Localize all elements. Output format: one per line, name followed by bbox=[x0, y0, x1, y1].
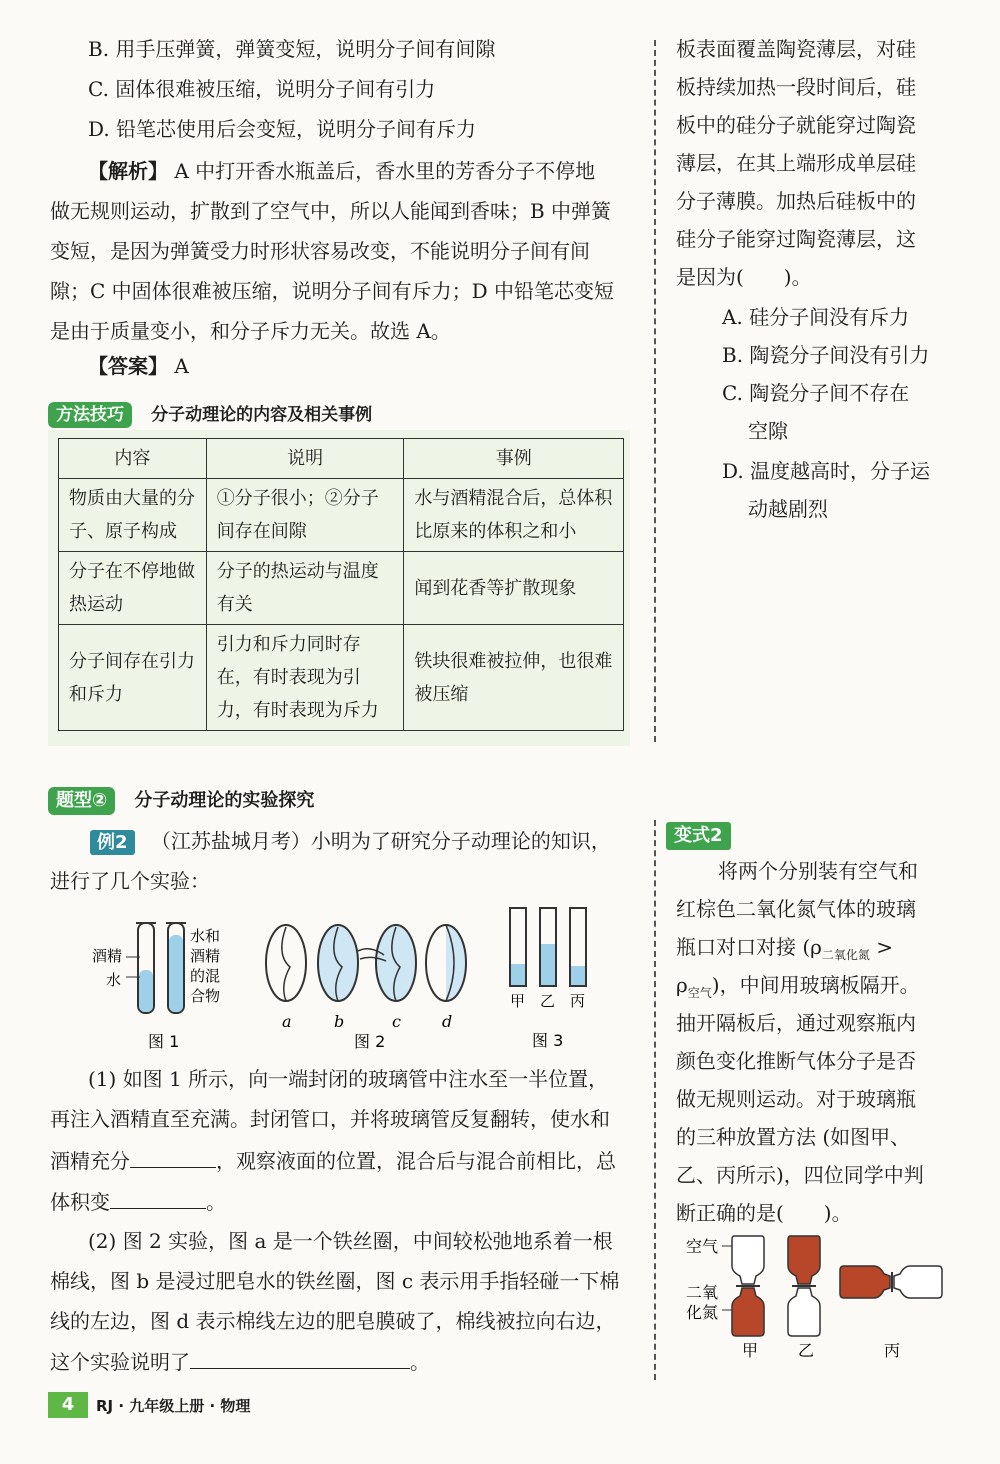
variant-text: 的三种放置方法 (如图甲、 bbox=[676, 1125, 911, 1149]
bottles-yi bbox=[788, 1236, 820, 1336]
wire-loop-a bbox=[266, 925, 306, 1001]
fig2-label: d bbox=[442, 1012, 453, 1031]
answer-line bbox=[88, 347, 189, 385]
fig1-caption: 图 1 bbox=[148, 1032, 180, 1051]
footer bbox=[48, 1392, 250, 1418]
wire-loop-b bbox=[318, 925, 358, 1001]
table-header-row bbox=[59, 439, 624, 479]
variant-text: 做无规则运动。对于玻璃瓶 bbox=[676, 1087, 916, 1111]
tube-1 bbox=[136, 923, 156, 1013]
example-source: （江苏盐城月考） bbox=[150, 829, 311, 853]
right-text: 板持续加热一段时间后，硅 bbox=[676, 75, 916, 99]
method-title: 分子动理论的内容及相关事例 bbox=[151, 405, 373, 425]
fig1-label-alcohol: 酒精 bbox=[92, 947, 123, 965]
answer-label: 【答案】 bbox=[88, 354, 168, 378]
bottle-caption: 甲 bbox=[742, 1341, 759, 1360]
q2-line-1: (2) 图 2 实验，图 a 是一个铁丝圈，中间较松弛地系着一根 bbox=[88, 1229, 613, 1253]
q1-text: ，观察液面的位置，混合后与混合前相比，总 bbox=[216, 1149, 616, 1173]
fig3-label: 甲 bbox=[510, 992, 526, 1010]
type2-header bbox=[48, 786, 314, 815]
table-cell: ①分子很小；②分子间存在间隙 bbox=[206, 479, 404, 552]
bottles-bing bbox=[840, 1266, 942, 1298]
right-text: 硅分子能穿过陶瓷薄层，这 bbox=[676, 227, 916, 251]
cylinder-yi bbox=[540, 908, 556, 986]
variant-text: 将两个分别装有空气和 bbox=[718, 859, 918, 883]
figure-3 bbox=[498, 900, 608, 1060]
variant-text: > bbox=[869, 935, 894, 959]
right-option-c-cont: 空隙 bbox=[748, 419, 788, 443]
fig2-caption: 图 2 bbox=[354, 1032, 386, 1051]
fig1-label-mix: 合物 bbox=[190, 987, 221, 1005]
variant-text: 瓶口对口对接 (ρ bbox=[676, 935, 822, 959]
figure-2 bbox=[258, 915, 468, 1060]
q1-text: 。 bbox=[206, 1190, 226, 1214]
variant-text: )，中间用玻璃板隔开。 bbox=[711, 973, 920, 997]
table-header: 事例 bbox=[404, 439, 624, 479]
method-tag: 方法技巧 bbox=[48, 402, 132, 428]
q2-line-4 bbox=[50, 1343, 430, 1381]
option-c: C. 固体很难被压缩，说明分子间有引力 bbox=[88, 77, 436, 101]
wire-loop-c bbox=[358, 925, 416, 1001]
figure-1 bbox=[90, 915, 250, 1060]
tube-2 bbox=[166, 923, 186, 1013]
fig2-label: a bbox=[282, 1012, 292, 1031]
variant-tag: 变式2 bbox=[666, 822, 731, 850]
wire-loop-d bbox=[426, 925, 466, 1001]
table-cell: 分子在不停地做热运动 bbox=[59, 552, 207, 625]
variant-text: 颜色变化推断气体分子是否 bbox=[676, 1049, 916, 1073]
method-table bbox=[58, 438, 624, 731]
analysis-label: 【解析】 bbox=[88, 159, 168, 183]
density-subscript: 二氧化氮 bbox=[821, 948, 870, 962]
bottles-jia bbox=[722, 1236, 764, 1336]
label-no2: 化氮 bbox=[686, 1303, 719, 1322]
fig2-label: c bbox=[392, 1012, 401, 1031]
q1-text: 体积变 bbox=[50, 1190, 110, 1214]
q2-line-2: 棉线，图 b 是浸过肥皂水的铁丝圈，图 c 表示用手指轻碰一下棉 bbox=[50, 1269, 620, 1293]
option-d: D. 铅笔芯使用后会变短，说明分子间有斥力 bbox=[88, 117, 477, 141]
q1-line-3 bbox=[50, 1142, 616, 1180]
cylinder-jia bbox=[510, 908, 526, 986]
right-option-a: A. 硅分子间没有斥力 bbox=[722, 305, 910, 329]
label-air: 空气 bbox=[686, 1237, 719, 1256]
example-text-1: 小明为了研究分子动理论的知识， bbox=[310, 829, 611, 853]
example-tag: 例2 bbox=[90, 830, 135, 855]
analysis-text-1: 做无规则运动，扩散到了空气中，所以人能闻到香味；B 中弹簧 bbox=[50, 199, 612, 223]
table-row bbox=[59, 552, 624, 625]
table-cell: 分子的热运动与温度有关 bbox=[206, 552, 404, 625]
method-header bbox=[48, 400, 372, 428]
table-cell: 引力和斥力同时存在，有时表现为引力，有时表现为斥力 bbox=[206, 625, 404, 731]
table-row bbox=[59, 479, 624, 552]
table-cell: 水与酒精混合后，总体积比原来的体积之和小 bbox=[404, 479, 624, 552]
analysis-text-2: 变短，是因为弹簧受力时形状容易改变，不能说明分子间有间 bbox=[50, 239, 590, 263]
density-subscript: 空气 bbox=[687, 986, 712, 1000]
fig2-label: b bbox=[334, 1012, 345, 1031]
q2-blank[interactable] bbox=[190, 1346, 410, 1369]
q1-blank-1[interactable] bbox=[130, 1145, 216, 1168]
q2-line-3: 线的左边，图 d 表示棉线左边的肥皂膜破了，棉线被拉向右边， bbox=[50, 1309, 616, 1333]
right-option-d-cont: 动越剧烈 bbox=[748, 497, 828, 521]
q1-line-4 bbox=[50, 1183, 226, 1221]
right-option-d: D. 温度越高时，分子运 bbox=[722, 459, 931, 483]
column-divider-top bbox=[654, 40, 656, 742]
example-line-1 bbox=[90, 822, 611, 862]
bottle-caption: 丙 bbox=[884, 1341, 901, 1360]
fig3-label: 乙 bbox=[540, 992, 556, 1010]
table-row bbox=[59, 625, 624, 731]
right-option-b: B. 陶瓷分子间没有引力 bbox=[722, 343, 930, 367]
fig1-label-mix: 的混 bbox=[190, 967, 221, 985]
table-header: 内容 bbox=[59, 439, 207, 479]
option-b: B. 用手压弹簧，弹簧变短，说明分子间有间隙 bbox=[88, 37, 496, 61]
right-text: 分子薄膜。加热后硅板中的 bbox=[676, 189, 916, 213]
fig1-label-mix: 水和 bbox=[190, 927, 221, 945]
fig3-caption: 图 3 bbox=[532, 1031, 564, 1050]
type2-title: 分子动理论的实验探究 bbox=[134, 790, 315, 811]
answer-value: A bbox=[174, 354, 189, 378]
footer-text: RJ · 九年级上册 · 物理 bbox=[96, 1397, 251, 1415]
q2-text: 这个实验说明了 bbox=[50, 1350, 190, 1374]
right-text: 板中的硅分子就能穿过陶瓷 bbox=[676, 113, 916, 137]
page-number: 4 bbox=[48, 1392, 88, 1418]
variant-text: 红棕色二氧化氮气体的玻璃 bbox=[676, 897, 916, 921]
cylinder-bing bbox=[570, 908, 586, 986]
column-divider-bottom bbox=[654, 820, 656, 1380]
fig3-label: 丙 bbox=[570, 992, 586, 1010]
variant-text: 乙、丙所示)，四位同学中判 bbox=[676, 1163, 924, 1187]
table-cell: 物质由大量的分子、原子构成 bbox=[59, 479, 207, 552]
analysis-text-0: A 中打开香水瓶盖后，香水里的芳香分子不停地 bbox=[174, 159, 596, 183]
table-cell: 闻到花香等扩散现象 bbox=[404, 552, 624, 625]
variant-text: 抽开隔板后，通过观察瓶内 bbox=[676, 1011, 916, 1035]
q1-text: 酒精充分 bbox=[50, 1149, 130, 1173]
fig1-label-mix: 酒精 bbox=[190, 947, 221, 965]
bottle-caption: 乙 bbox=[798, 1341, 815, 1360]
q2-text: 。 bbox=[410, 1350, 430, 1374]
bottle-figure bbox=[684, 1232, 946, 1360]
variant-text: 断正确的是( )。 bbox=[676, 1201, 852, 1225]
analysis-text-4: 是由于质量变小，和分子斥力无关。故选 A。 bbox=[50, 319, 451, 343]
right-text: 薄层，在其上端形成单层硅 bbox=[676, 151, 916, 175]
q1-blank-2[interactable] bbox=[110, 1186, 206, 1209]
table-cell: 分子间存在引力和斥力 bbox=[59, 625, 207, 731]
q1-line-1: (1) 如图 1 所示，向一端封闭的玻璃管中注水至一半位置， bbox=[88, 1067, 609, 1091]
variant-header bbox=[666, 822, 731, 850]
table-cell: 铁块很难被拉伸，也很难被压缩 bbox=[404, 625, 624, 731]
right-text: 是因为( )。 bbox=[676, 265, 812, 289]
right-text: 板表面覆盖陶瓷薄层，对硅 bbox=[676, 37, 916, 61]
fig1-label-water: 水 bbox=[106, 971, 122, 989]
label-no2: 二氧 bbox=[686, 1283, 719, 1302]
right-option-c: C. 陶瓷分子间不存在 bbox=[722, 381, 910, 405]
example-text-2: 进行了几个实验： bbox=[50, 869, 210, 893]
variant-text: ρ bbox=[676, 973, 688, 997]
analysis-text-3: 隙；C 中固体很难被压缩，说明分子间有斥力；D 中铅笔芯变短 bbox=[50, 279, 615, 303]
analysis-first-line bbox=[88, 152, 595, 190]
table-header: 说明 bbox=[206, 439, 404, 479]
type2-tag: 题型② bbox=[48, 787, 115, 815]
q1-line-2: 再注入酒精直至充满。封闭管口，并将玻璃管反复翻转，使水和 bbox=[50, 1107, 610, 1131]
